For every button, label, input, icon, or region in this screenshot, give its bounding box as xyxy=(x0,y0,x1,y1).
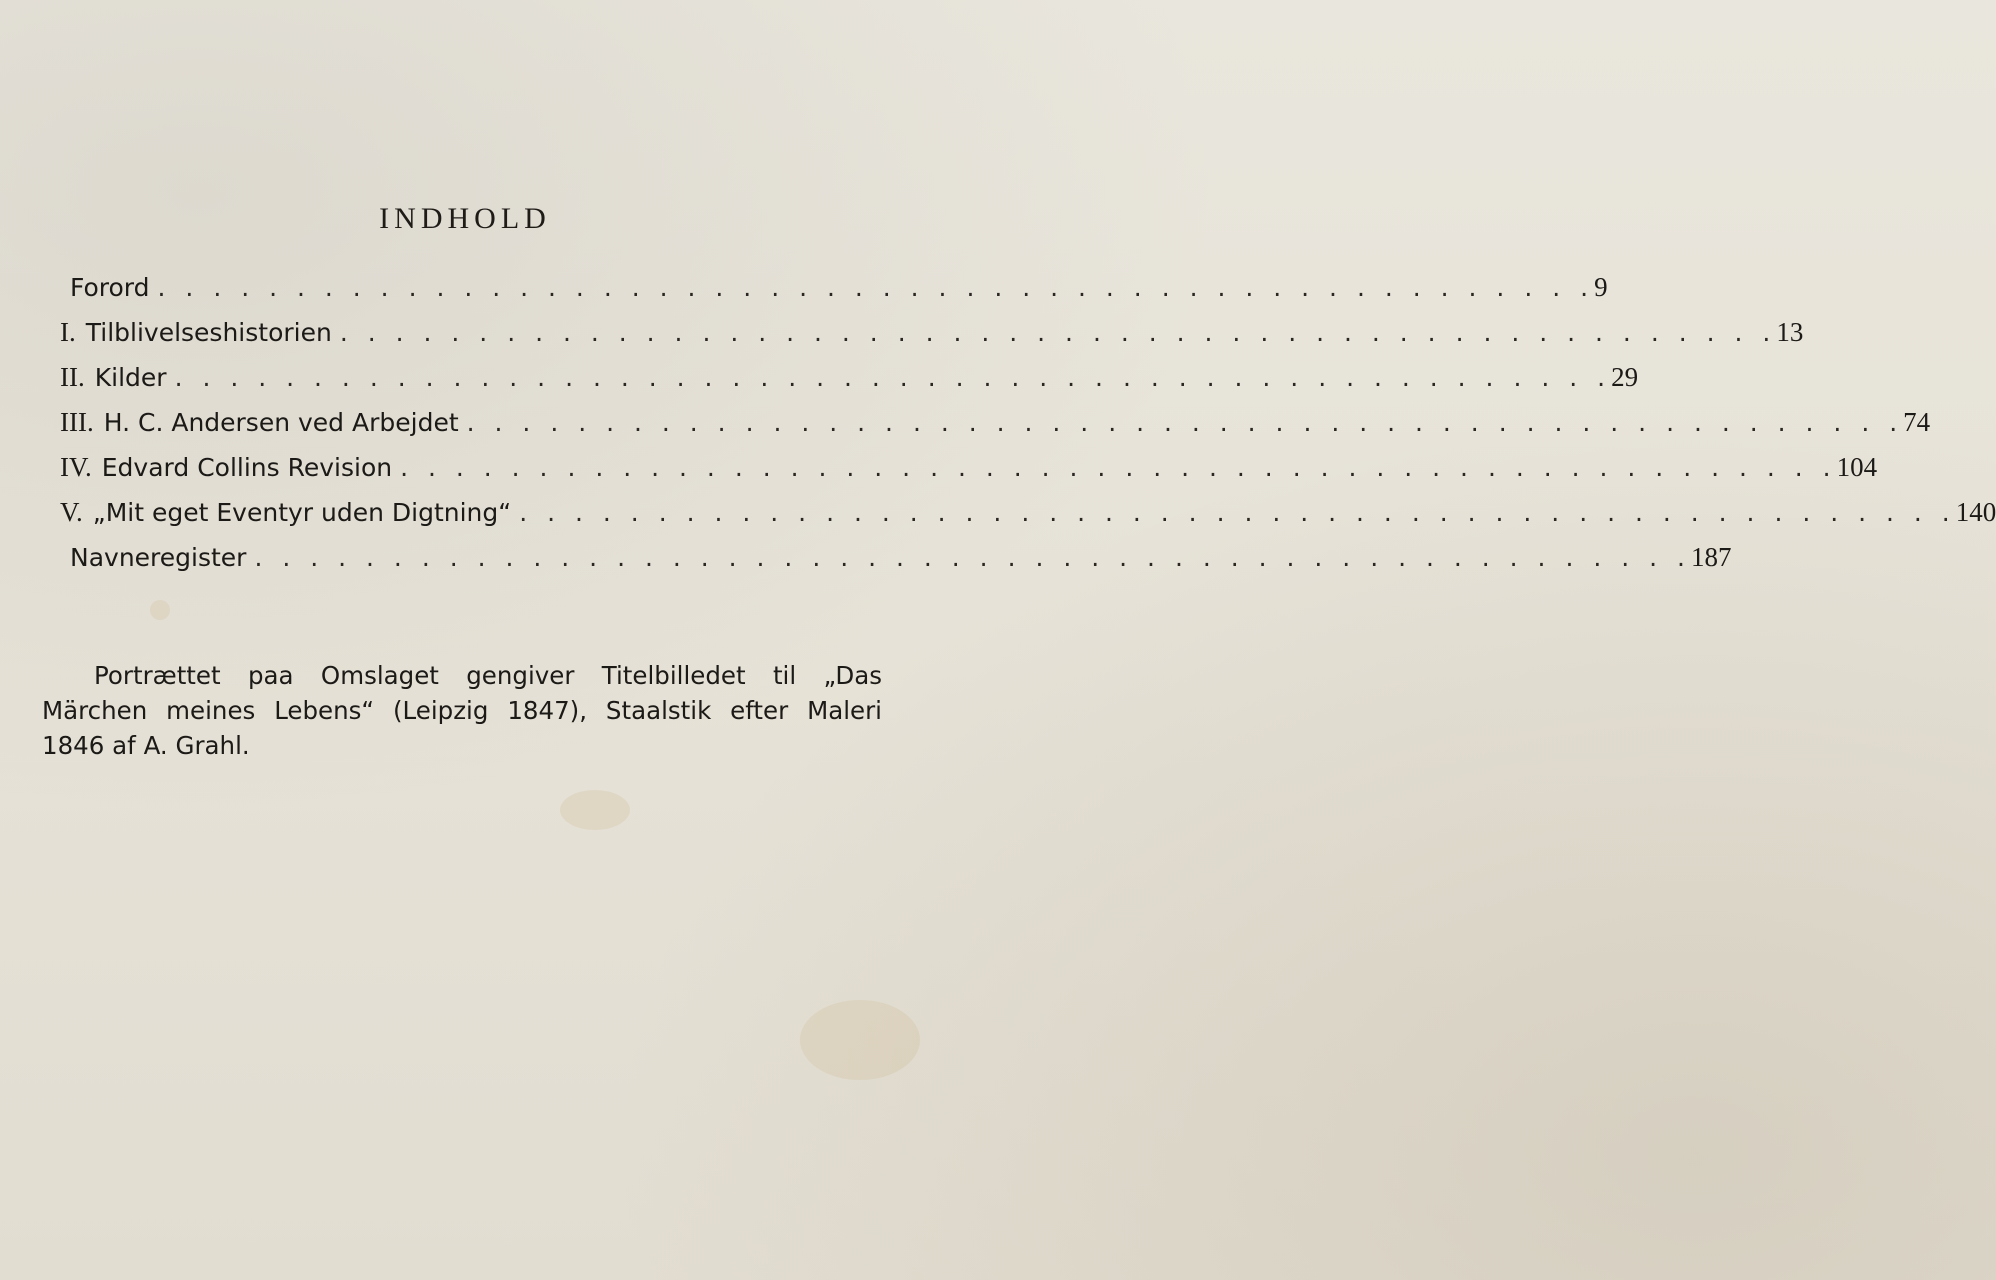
chapter-numeral: III. xyxy=(60,407,94,437)
toc-entry xyxy=(60,542,1732,587)
chapter-title: Tilblivelseshistorien xyxy=(85,318,332,347)
chapter-title: Kilder xyxy=(94,363,167,392)
paper-stain xyxy=(150,600,170,620)
toc-entry xyxy=(60,317,1804,362)
dot-leader: . . . . . . . . . . . . . . . . . . . . . . . . . . . . . . . . . . . . . . . . . . . . . . . . . . . . xyxy=(254,543,1691,572)
dot-leader: . . . . . . . . . . . . . . . . . . . . . . . . . . . . . . . . . . . . . . . . . . . . . . . . . . . . xyxy=(466,408,1904,437)
chapter-numeral: V. xyxy=(60,497,83,527)
portrait-note xyxy=(42,658,882,763)
contents-heading: INDHOLD xyxy=(379,202,551,235)
note-line: Portrættet paa Omslaget gengiver Titelbilledet til „Das xyxy=(94,661,882,690)
dot-leader: . . . . . . . . . . . . . . . . . . . . . . . . . . . . . . . . . . . . . . . . . . . . . . . . . . . . xyxy=(519,498,1956,527)
toc-entry xyxy=(60,497,1996,542)
paper-stain xyxy=(560,790,630,830)
toc-entry xyxy=(60,452,1878,497)
note-line: 1846 af A. Grahl. xyxy=(42,731,250,760)
page-number: 187 xyxy=(1690,542,1732,572)
toc-entry xyxy=(60,272,1608,317)
chapter-title: Forord xyxy=(70,273,150,302)
chapter-numeral: IV. xyxy=(60,452,92,482)
page-number: 74 xyxy=(1903,407,1931,437)
chapter-numeral: I. xyxy=(60,317,76,347)
paper-stain xyxy=(800,1000,920,1080)
chapter-title: H. C. Andersen ved Arbejdet xyxy=(103,408,459,437)
page-number: 9 xyxy=(1594,272,1608,302)
toc-entry xyxy=(60,407,1931,452)
chapter-title: „Mit eget Eventyr uden Digtning“ xyxy=(92,498,512,527)
dot-leader: . . . . . . . . . . . . . . . . . . . . . . . . . . . . . . . . . . . . . . . . . . . . . . . . . . . . xyxy=(174,363,1612,392)
table-of-contents xyxy=(60,272,1996,587)
chapter-title: Navneregister xyxy=(70,543,247,572)
toc-entry xyxy=(60,362,1639,407)
chapter-title: Edvard Collins Revision xyxy=(101,453,393,482)
dot-leader: . . . . . . . . . . . . . . . . . . . . . . . . . . . . . . . . . . . . . . . . . . . . . . . . . . . . xyxy=(339,318,1777,347)
page-number: 104 xyxy=(1836,452,1878,482)
dot-leader: . . . . . . . . . . . . . . . . . . . . . . . . . . . . . . . . . . . . . . . . . . . . . . . . . . . . xyxy=(400,453,1837,482)
chapter-numeral: II. xyxy=(60,362,85,392)
page-number: 140 xyxy=(1955,497,1996,527)
note-line: Märchen meines Lebens“ (Leipzig 1847), Staalstik efter Maleri xyxy=(42,696,882,725)
page-number: 13 xyxy=(1776,317,1804,347)
page-number: 29 xyxy=(1611,362,1639,392)
dot-leader: . . . . . . . . . . . . . . . . . . . . . . . . . . . . . . . . . . . . . . . . . . . . . . . . . . . . xyxy=(157,273,1595,302)
